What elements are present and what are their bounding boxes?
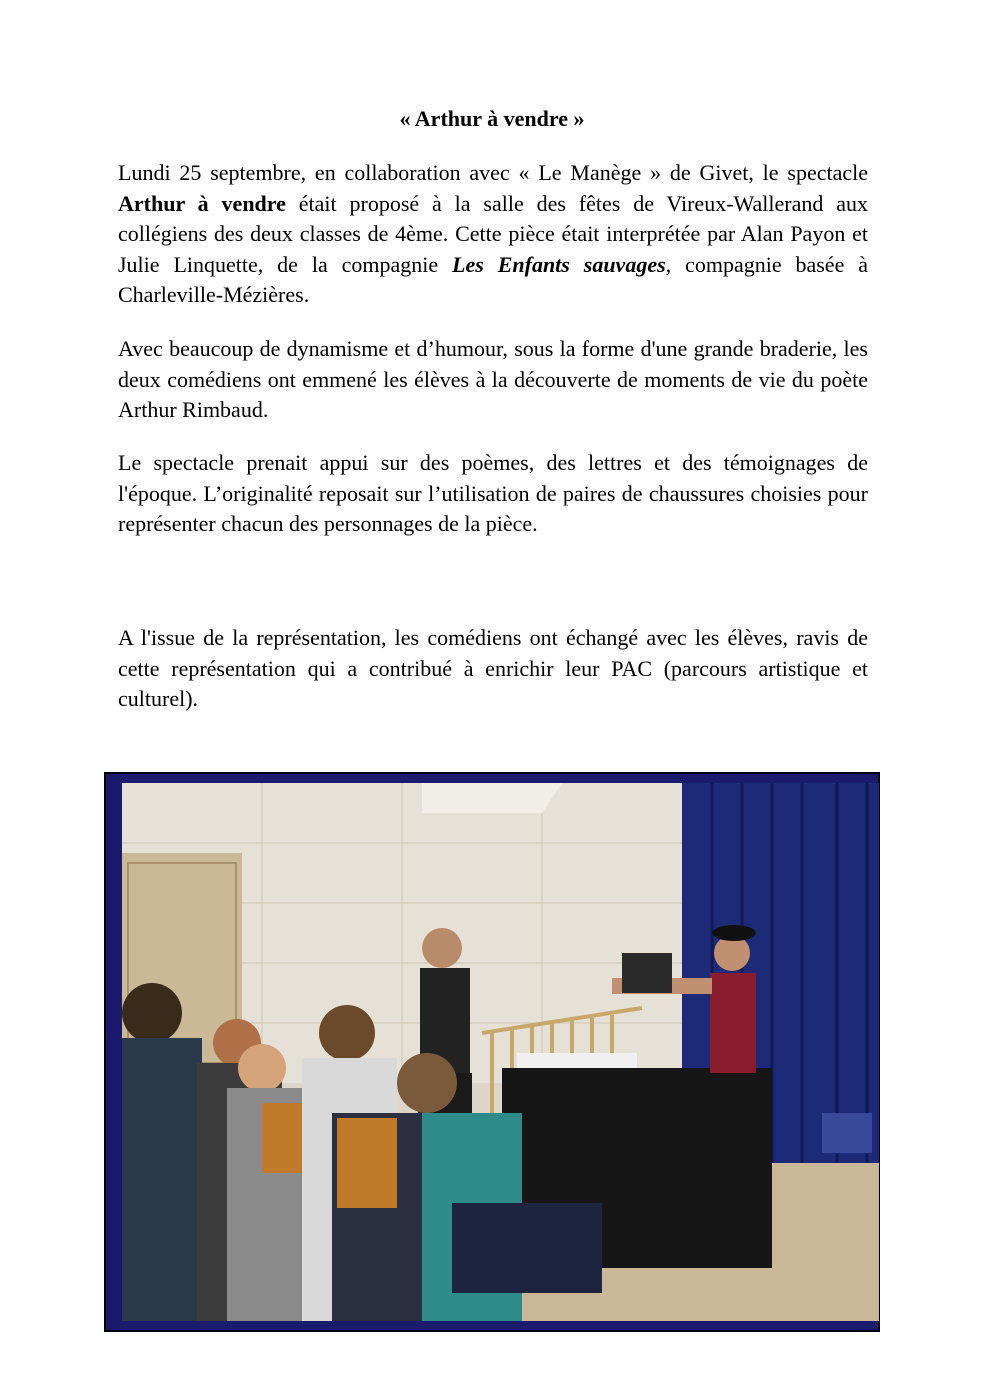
photo-frame <box>104 772 880 1332</box>
paragraph-text: était proposé à la salle des fêtes de Vireux-Wallerand aux collégiens des deux classes de 4ème. Cette pièce était interprétée par Alan Payon et Julie Linquette, de la compagnie <box>118 190 868 277</box>
performance-photo <box>122 783 879 1321</box>
show-title-bold: Arthur à vendre <box>118 190 286 216</box>
paragraph-description: Avec beaucoup de dynamisme et d’humour, sous la forme d'une grande braderie, les deux comédiens ont emmené les élèves à la découverte de moments de vie du poète Arthur Rimbaud. <box>118 336 868 422</box>
paragraph-intro <box>118 158 868 311</box>
comma: , <box>665 251 672 277</box>
paragraph-detail: Le spectacle prenait appui sur des poèmes, des lettres et des témoignages de l'époque. L’originalité reposait sur l’utilisation de paires de chaussures choisies pour représenter chacun des personnages de la pièce. <box>118 450 868 536</box>
page-title: « Arthur à vendre » <box>399 106 585 131</box>
paragraph-text: Lundi 25 septembre, en collaboration avec « Le Manège » de Givet, le spectacle <box>118 160 868 185</box>
paragraph-conclusion: A l'issue de la représentation, les comédiens ont échangé avec les élèves, ravis de cette représentation qui a contribué à enrichir leur PAC (parcours artistique et culturel). <box>118 625 868 711</box>
company-name: Les Enfants sauvages <box>452 251 666 277</box>
paragraph-text: compagnie basée à Charleville-Mézières. <box>118 251 869 307</box>
